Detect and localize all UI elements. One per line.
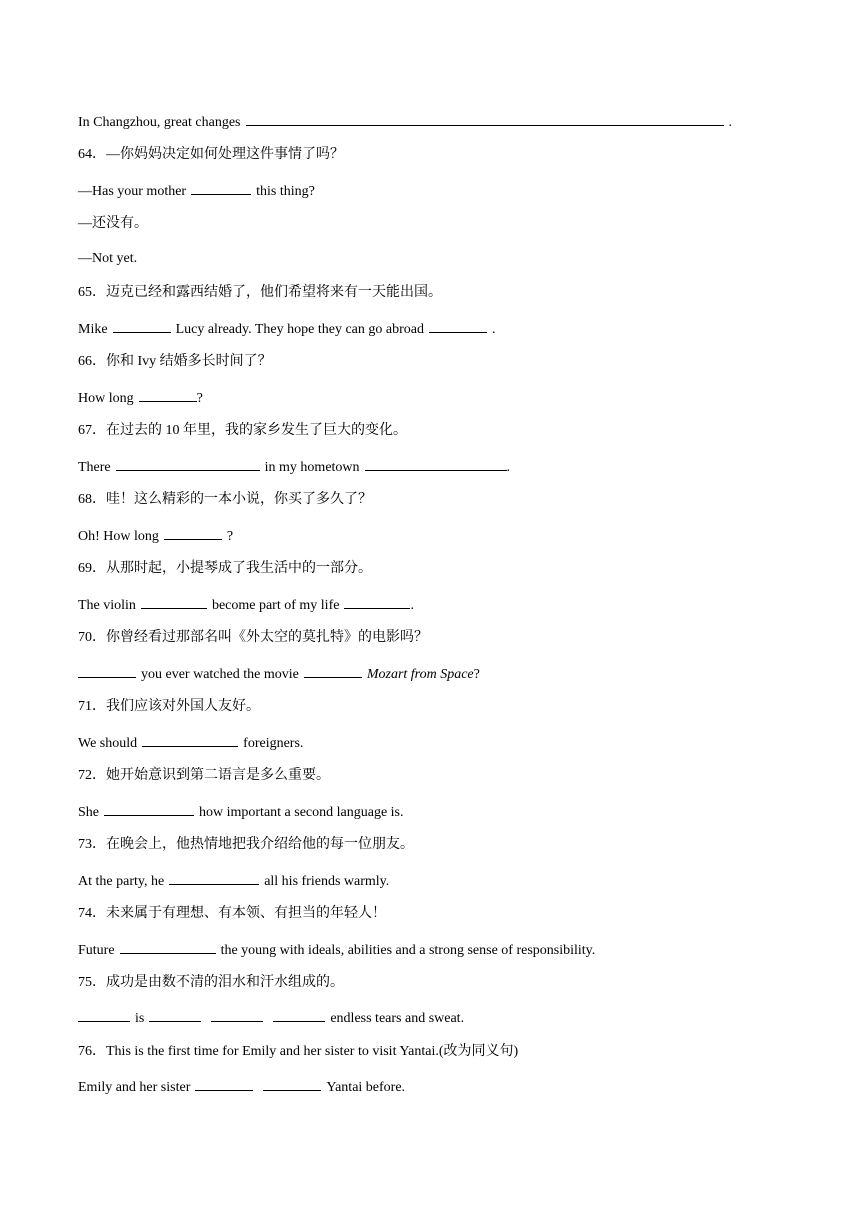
sentence-text: In Changzhou, great changes bbox=[78, 115, 241, 130]
answer-line-64 bbox=[78, 181, 315, 201]
answer-line-75 bbox=[78, 1008, 464, 1028]
punctuation: . bbox=[728, 115, 732, 130]
sentence-text: the young with ideals, abilities and a strong sense of responsibility. bbox=[220, 943, 596, 958]
question-76: 76．This is the first time for Emily and her sister to visit Yantai.(改为同义句) bbox=[78, 1044, 519, 1059]
sentence-line-changzhou bbox=[78, 112, 732, 132]
sentence-text: you ever watched the movie bbox=[141, 667, 299, 682]
answer-blank[interactable] bbox=[164, 526, 222, 540]
answer-blank[interactable] bbox=[211, 1008, 263, 1022]
sentence-text: endless tears and sweat. bbox=[330, 1011, 465, 1026]
sentence-text: this thing? bbox=[256, 184, 315, 199]
sentence-text: Future bbox=[78, 943, 115, 958]
sentence-text: How long bbox=[78, 391, 134, 406]
sentence-text: in my hometown bbox=[264, 460, 360, 475]
sentence-text: how important a second language is. bbox=[199, 805, 404, 820]
sentence-text: is bbox=[135, 1011, 145, 1026]
answer-blank[interactable] bbox=[116, 457, 260, 471]
answer-blank[interactable] bbox=[246, 112, 724, 126]
answer-line-66 bbox=[78, 388, 203, 408]
punctuation: . bbox=[491, 322, 496, 337]
dialog-line-english: —Not yet. bbox=[78, 251, 138, 266]
answer-blank[interactable] bbox=[120, 940, 216, 954]
question-73: 73．在晚会上，他热情地把我介绍给他的每一位朋友。 bbox=[78, 837, 414, 852]
answer-blank[interactable] bbox=[263, 1077, 321, 1091]
sentence-text: foreigners. bbox=[243, 736, 304, 751]
sentence-text: Lucy already. They hope they can go abroad bbox=[175, 322, 424, 337]
answer-line-67 bbox=[78, 457, 510, 477]
answer-blank[interactable] bbox=[195, 1077, 253, 1091]
answer-line-76 bbox=[78, 1077, 405, 1097]
movie-title: Mozart from Space bbox=[366, 667, 474, 682]
question-70: 70．你曾经看过那部名叫《外太空的莫扎特》的电影吗？ bbox=[78, 630, 428, 645]
sentence-text: The violin bbox=[78, 598, 136, 613]
punctuation: . bbox=[506, 460, 511, 475]
answer-blank[interactable] bbox=[78, 664, 136, 678]
answer-line-71 bbox=[78, 733, 303, 753]
question-65: 65．迈克已经和露西结婚了，他们希望将来有一天能出国。 bbox=[78, 285, 442, 300]
sentence-text: Emily and her sister bbox=[78, 1080, 191, 1095]
punctuation: ? bbox=[226, 529, 234, 544]
question-66: 66．你和 Ivy 结婚多长时间了？ bbox=[78, 354, 272, 369]
question-67: 67．在过去的 10 年里，我的家乡发生了巨大的变化。 bbox=[78, 423, 407, 438]
answer-line-70 bbox=[78, 664, 480, 684]
sentence-text: all his friends warmly. bbox=[264, 874, 390, 889]
answer-blank[interactable] bbox=[139, 388, 197, 402]
answer-line-65 bbox=[78, 319, 495, 339]
answer-blank[interactable] bbox=[365, 457, 507, 471]
sentence-text: Oh! How long bbox=[78, 529, 159, 544]
sentence-text: At the party, he bbox=[78, 874, 165, 889]
question-71: 71．我们应该对外国人友好。 bbox=[78, 699, 260, 714]
answer-blank[interactable] bbox=[78, 1008, 130, 1022]
answer-blank[interactable] bbox=[142, 733, 238, 747]
sentence-text: Mike bbox=[78, 322, 108, 337]
punctuation: . bbox=[410, 598, 414, 613]
answer-line-69 bbox=[78, 595, 414, 615]
answer-line-72 bbox=[78, 802, 404, 822]
question-64: 64．—你妈妈决定如何处理这件事情了吗？ bbox=[78, 147, 344, 162]
sentence-text: She bbox=[78, 805, 99, 820]
sentence-text: Yantai before. bbox=[326, 1080, 406, 1095]
answer-blank[interactable] bbox=[169, 871, 259, 885]
answer-blank[interactable] bbox=[429, 319, 487, 333]
punctuation: ? bbox=[473, 667, 480, 682]
punctuation: ? bbox=[196, 391, 203, 406]
answer-blank[interactable] bbox=[191, 181, 251, 195]
sentence-text: —Has your mother bbox=[78, 184, 187, 199]
answer-line-68 bbox=[78, 526, 233, 546]
answer-blank[interactable] bbox=[273, 1008, 325, 1022]
answer-blank[interactable] bbox=[113, 319, 171, 333]
question-68: 68．哇！这么精彩的一本小说，你买了多久了？ bbox=[78, 492, 372, 507]
question-69: 69．从那时起，小提琴成了我生活中的一部分。 bbox=[78, 561, 372, 576]
answer-blank[interactable] bbox=[149, 1008, 201, 1022]
answer-blank[interactable] bbox=[304, 664, 362, 678]
sentence-text: We should bbox=[78, 736, 138, 751]
answer-line-73 bbox=[78, 871, 389, 891]
question-72: 72．她开始意识到第二语言是多么重要。 bbox=[78, 768, 330, 783]
sentence-text: become part of my life bbox=[211, 598, 340, 613]
answer-blank[interactable] bbox=[141, 595, 207, 609]
dialog-line-chinese: —还没有。 bbox=[78, 216, 148, 231]
answer-line-74 bbox=[78, 940, 595, 960]
answer-blank[interactable] bbox=[344, 595, 410, 609]
sentence-text: There bbox=[78, 460, 111, 475]
question-75: 75．成功是由数不清的泪水和汗水组成的。 bbox=[78, 975, 344, 990]
answer-blank[interactable] bbox=[104, 802, 194, 816]
question-74: 74．未来属于有理想、有本领、有担当的年轻人！ bbox=[78, 906, 386, 921]
